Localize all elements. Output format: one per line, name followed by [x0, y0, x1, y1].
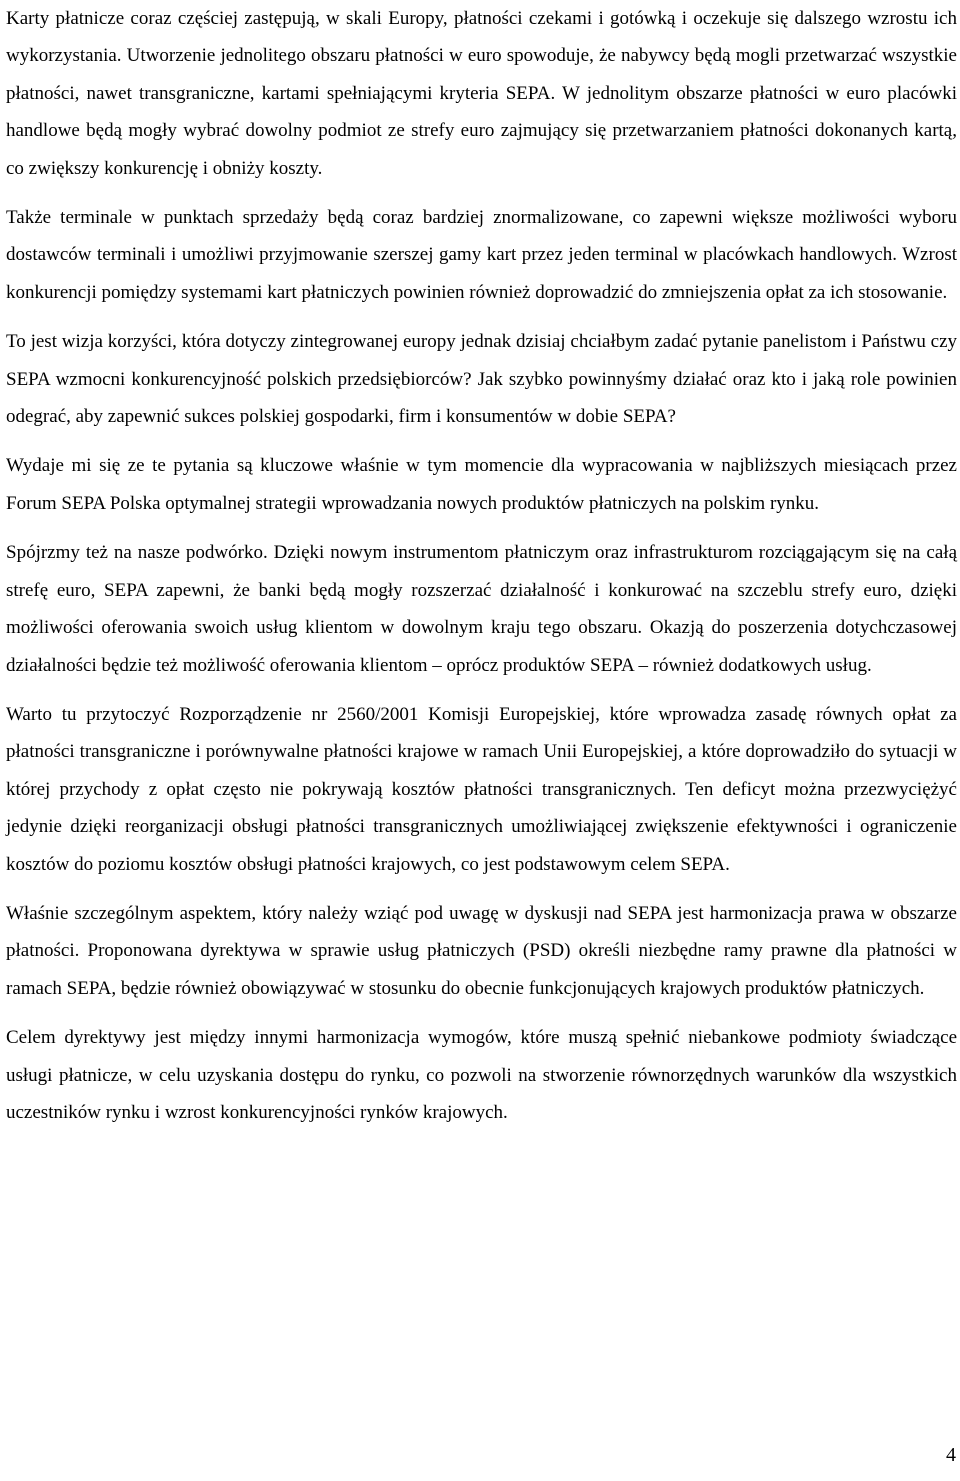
paragraph-5: Spójrzmy też na nasze podwórko. Dzięki nowym instrumentom płatniczym oraz infrastrukturom rozciągającym się na całą strefę euro, SEPA zapewni, że banki będą mogły rozszerzać działalność i konkurować na szczeblu strefy euro, dzięki możliwości oferowania swoich usług klientom w dowolnym kraju tego obszaru. Okazją do poszerzenia dotychczasowej działalności będzie też możliwość oferowania klientom – oprócz produktów SEPA – również dodatkowych usług.: [6, 542, 957, 676]
paragraph-8: Celem dyrektywy jest między innymi harmonizacja wymogów, które muszą spełnić niebankowe podmioty świadczące usługi płatnicze, w celu uzyskania dostępu do rynku, co pozwoli na stworzenie równorzędnych warunków dla wszystkich uczestników rynku i wzrost konkurencyjności rynków krajowych.: [6, 1027, 957, 1123]
paragraph-3: To jest wizja korzyści, która dotyczy zintegrowanej europy jednak dzisiaj chciałbym zadać pytanie panelistom i Państwu czy SEPA wzmocni konkurencyjność polskich przedsiębiorców? Jak szybko powinnyśmy działać oraz kto i jaką role powinien odegrać, aby zapewnić sukces polskiej gospodarki, firm i konsumentów w dobie SEPA?: [6, 331, 957, 428]
paragraph-7: Właśnie szczególnym aspektem, który należy wziąć pod uwagę w dyskusji nad SEPA jest harmonizacja prawa w obszarze płatności. Proponowana dyrektywa w sprawie usług płatniczych (PSD) określi niezbędne ramy prawne dla płatności w ramach SEPA, będzie również obowiązywać w stosunku do obecnie funkcjonujących krajowych produktów płatniczych.: [6, 902, 957, 999]
paragraph-6: Warto tu przytoczyć Rozporządzenie nr 2560/2001 Komisji Europejskiej, które wprowadza zasadę równych opłat za płatności transgraniczne i porównywalne płatności krajowe w ramach Unii Europejskiej, a które doprowadziło do sytuacji w której przychody z opłat często nie pokrywają kosztów płatności transgranicznych. Ten deficyt można przezwyciężyć jedynie dzięki reorganizacji obsługi płatności transgranicznych umożliwiającej zwiększenie efektywności i ograniczenie kosztów do poziomu kosztów obsługi płatności krajowych, co jest podstawowym celem SEPA.: [6, 703, 957, 875]
document-page: [6, 0, 957, 1143]
page-number: 4: [946, 1444, 956, 1466]
paragraph-4: Wydaje mi się ze te pytania są kluczowe właśnie w tym momencie dla wypracowania w najbliższych miesiącach przez Forum SEPA Polska optymalnej strategii wprowadzania nowych produktów płatniczych na polskim rynku.: [6, 455, 957, 514]
paragraph-1: Karty płatnicze coraz częściej zastępują, w skali Europy, płatności czekami i gotówką i oczekuje się dalszego wzrostu ich wykorzystania. Utworzenie jednolitego obszaru płatności w euro spowoduje, że nabywcy będą mogli przetwarzać wszystkie płatności, nawet transgraniczne, kartami spełniającymi kryteria SEPA. W jednolitym obszarze płatności w euro placówki handlowe będą mogły wybrać dowolny podmiot ze strefy euro zajmujący się przetwarzaniem płatności dokonanych kartą, co zwiększy konkurencję i obniży koszty.: [6, 8, 957, 179]
paragraph-2: Także terminale w punktach sprzedaży będą coraz bardziej znormalizowane, co zapewni większe możliwości wyboru dostawców terminali i umożliwi przyjmowanie szerszej gamy kart przez jeden terminal w placówkach handlowych. Wzrost konkurencji pomiędzy systemami kart płatniczych powinien również doprowadzić do zmniejszenia opłat za ich stosowanie.: [6, 207, 957, 303]
